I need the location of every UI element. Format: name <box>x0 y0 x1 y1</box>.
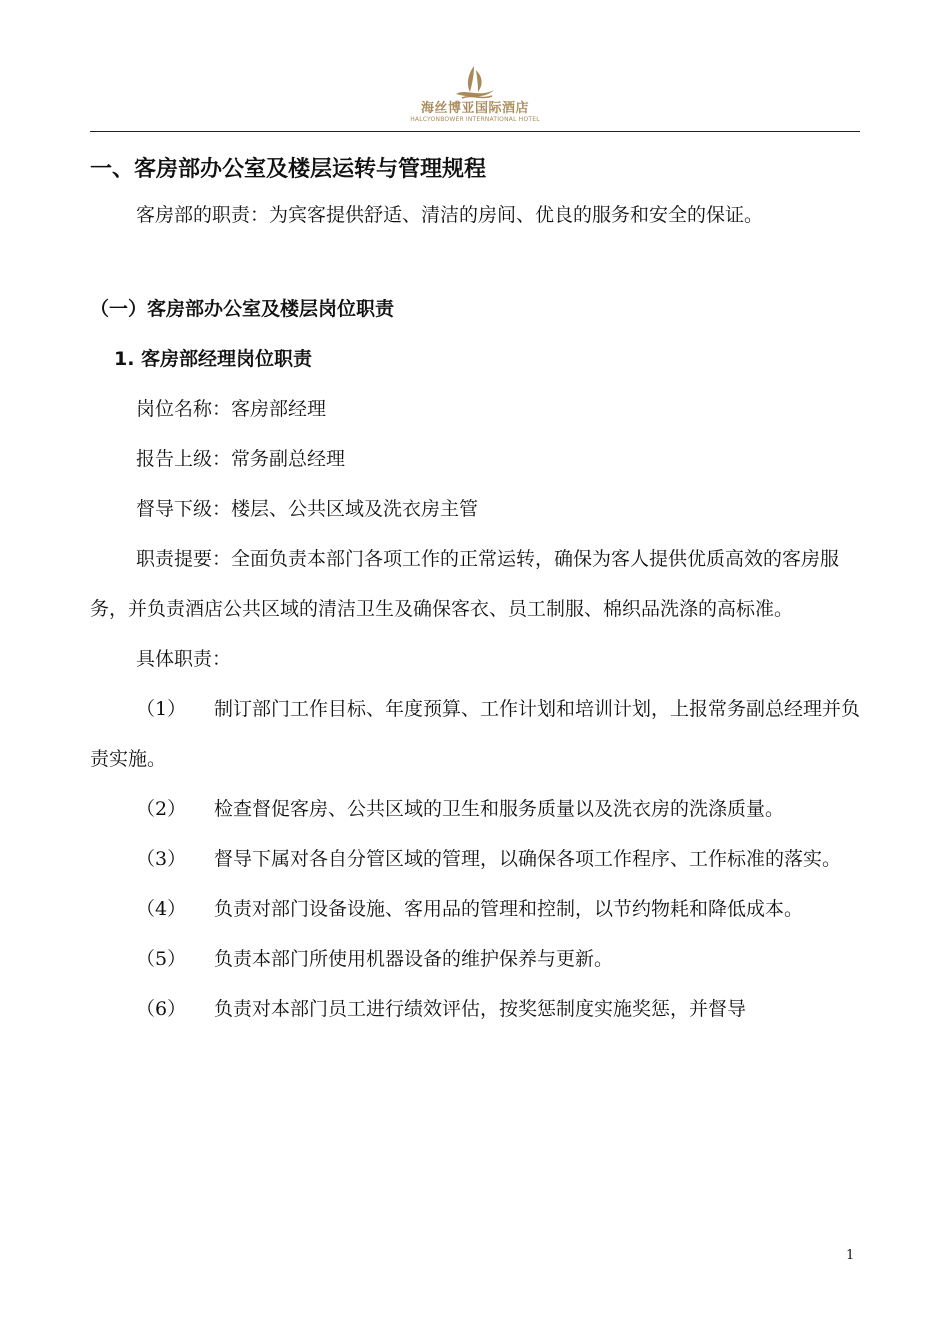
logo-english-name: HALCYONBOWER INTERNATIONAL HOTEL <box>410 116 540 123</box>
role-heading: 1. 客房部经理岗位职责 <box>114 348 313 370</box>
page-number: 1 <box>846 1248 855 1263</box>
duty-summary: 职责提要：全面负责本部门各项工作的正常运转，确保为客人提供优质高效的客房服务，并负责酒店公共区域的清洁卫生及确保客衣、员工制服、棉织品洗涤的高标准。 <box>90 548 840 620</box>
duty-item <box>90 834 860 884</box>
duty-number: （4） <box>136 898 187 920</box>
duties-label: 具体职责： <box>136 648 232 670</box>
position-name: 岗位名称：客房部经理 <box>136 398 327 420</box>
header-divider <box>90 131 860 132</box>
hotel-logo <box>408 64 542 130</box>
duty-item <box>90 784 860 834</box>
duty-item <box>90 984 860 1034</box>
duty-text: 督导下属对各自分管区域的管理，以确保各项工作程序、工作标准的落实。 <box>214 848 842 870</box>
intro-paragraph: 客房部的职责：为宾客提供舒适、清洁的房间、优良的服务和安全的保证。 <box>136 204 764 226</box>
duty-text: 检查督促客房、公共区域的卫生和服务质量以及洗衣房的洗涤质量。 <box>214 798 785 820</box>
section-heading: 一、客房部办公室及楼层运转与管理规程 <box>90 157 487 182</box>
duty-item <box>90 934 860 984</box>
duty-text: 制订部门工作目标、年度预算、工作计划和培训计划，上报常务副总经理并负责实施。 <box>90 698 861 770</box>
subsection-heading: （一）客房部办公室及楼层岗位职责 <box>90 298 395 320</box>
document-body <box>90 150 860 1034</box>
duty-number: （2） <box>136 798 187 820</box>
duty-number: （1） <box>136 698 187 720</box>
supervise: 督导下级：楼层、公共区域及洗衣房主管 <box>136 498 479 520</box>
spacer <box>90 240 860 284</box>
duty-text: 负责对本部门员工进行绩效评估，按奖惩制度实施奖惩，并督导 <box>214 998 747 1020</box>
sail-wave-logo-icon <box>452 64 498 100</box>
duty-item <box>90 684 860 784</box>
duty-item <box>90 884 860 934</box>
page-header <box>0 60 950 135</box>
duty-number: （5） <box>136 948 187 970</box>
duty-number: （6） <box>136 998 187 1020</box>
duty-number: （3） <box>136 848 187 870</box>
report-to: 报告上级：常务副总经理 <box>136 448 346 470</box>
duty-text: 负责对部门设备设施、客用品的管理和控制，以节约物耗和降低成本。 <box>214 898 804 920</box>
duty-text: 负责本部门所使用机器设备的维护保养与更新。 <box>214 948 614 970</box>
logo-chinese-name: 海丝博亚国际酒店 <box>420 101 529 116</box>
